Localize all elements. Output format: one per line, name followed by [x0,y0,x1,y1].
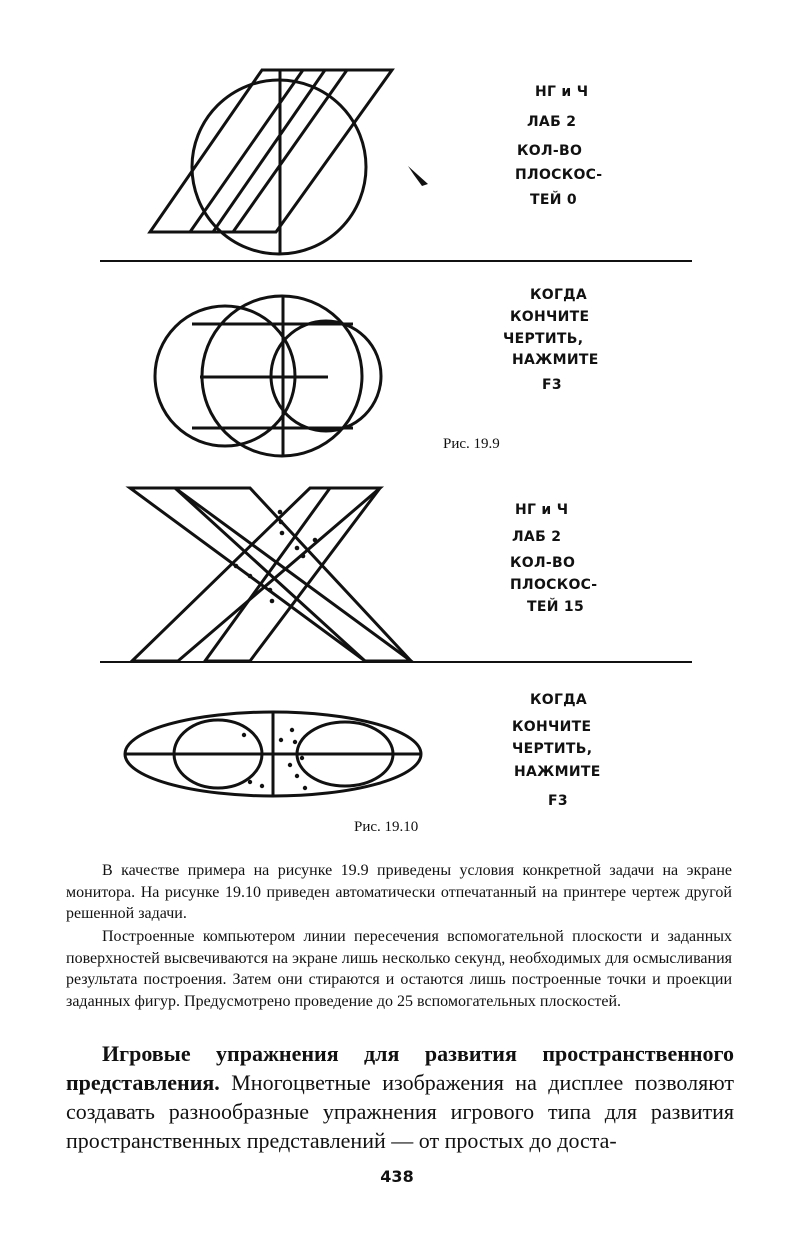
screen2-top-line-5: ТЕЙ 15 [527,599,584,615]
screen1-top-line-4: ПЛОСКОС- [515,167,603,183]
fig1-top-view [155,296,381,456]
screen2-bottom-line-5: F3 [548,793,568,809]
screen1-top-line-1: НГ и Ч [535,84,589,100]
fig1-front-view [100,70,692,261]
fig2-top-view [125,712,421,796]
fig2-back-band-1 [132,488,380,661]
screen1-bottom-line-4: НАЖМИТЕ [512,352,599,368]
screen2-bottom-line-3: ЧЕРТИТЬ, [512,741,593,757]
screen1-top-line-3: КОЛ-ВО [517,143,583,159]
cursor-arrow-icon [408,166,428,186]
fig2-front-view [100,488,692,662]
screen1-top-line-5: ТЕЙ 0 [530,192,577,208]
screen1-bottom-line-2: КОНЧИТЕ [510,309,590,325]
paragraph-1: В качестве примера на рисунке 19.9 приведены условия конкретной задачи на экране монитора. На рисунке 19.10 приведен автоматически отпечатанный на принтере чертеж другой решенной задачи. [66,862,732,922]
screen2-bottom-line-4: НАЖМИТЕ [514,764,601,780]
screen2-top-line-1: НГ и Ч [515,502,569,518]
section-text: Многоцветные изображения на дисплее позволяют создавать разнообразные упражнения игрового типа для развития пространственных представлений — от простых до доста- [66,1070,734,1153]
screen2-top-line-2: ЛАБ 2 [512,529,562,545]
fig1-caption: Рис. 19.9 [443,436,500,452]
screen2-top-line-3: КОЛ-ВО [510,555,576,571]
fig2-caption: Рис. 19.10 [354,819,419,835]
screen1-top-line-2: ЛАБ 2 [527,114,577,130]
section-paragraph [66,1039,734,1155]
screen1-bottom-line-5: F3 [542,377,562,393]
screen1-bottom-line-1: КОГДА [530,287,588,303]
page-number: 438 [380,1167,414,1186]
screen2-bottom-line-2: КОНЧИТЕ [512,719,592,735]
screen1-bottom-line-3: ЧЕРТИТЬ, [503,331,584,347]
screen2-bottom-line-1: КОГДА [530,692,588,708]
paragraph-2: Построенные компьютером линии пересечения вспомогательной плоскости и заданных поверхностей высвечиваются на экране лишь несколько секунд, необходимых для осмысливания результата построения. Затем они стираются и остаются лишь построенные точки и проекции заданных фигур. Предусмотрено проведение до 25 вспомогательных плоскостей. [66,928,732,1010]
screen2-top-line-4: ПЛОСКОС- [510,577,598,593]
fig1-cut-line-3 [233,70,347,232]
section-heading: Игровые упражнения для развития пространственного представления. [66,1041,734,1095]
